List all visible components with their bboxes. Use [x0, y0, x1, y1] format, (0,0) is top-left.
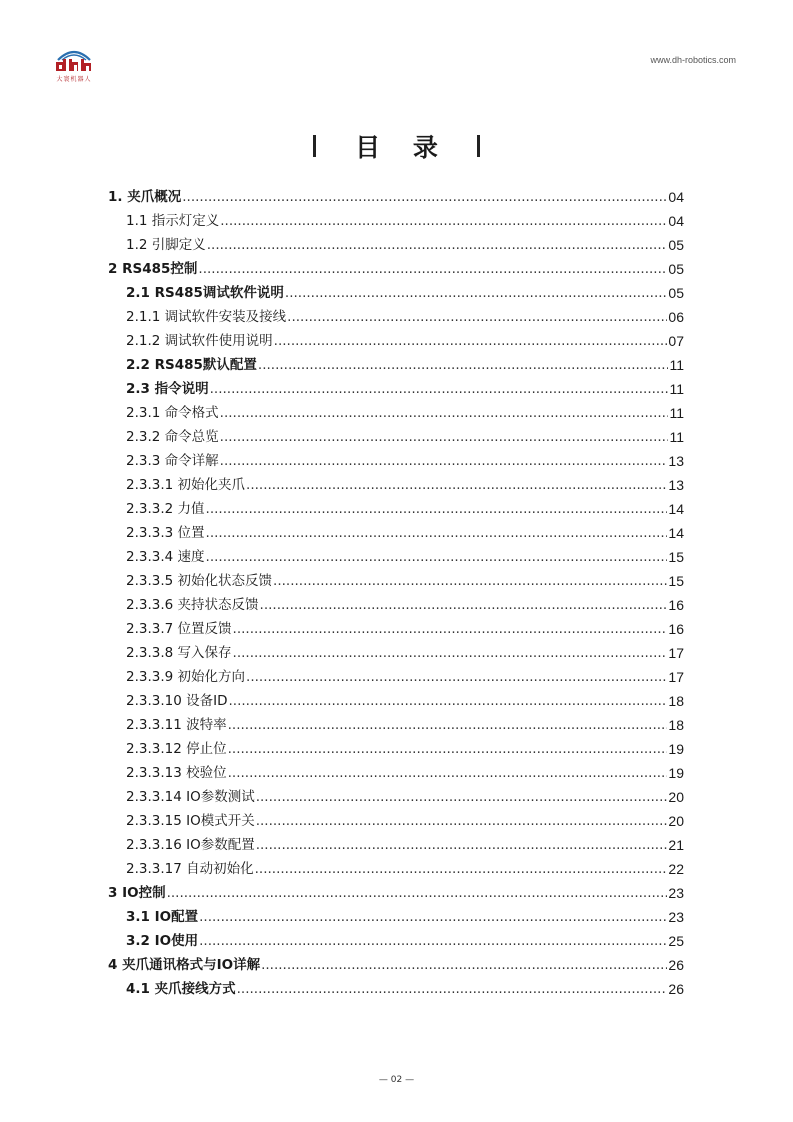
logo-caption: 大寰机器人	[56, 76, 92, 83]
toc-leader-dots	[285, 285, 668, 301]
toc-entry[interactable]	[108, 877, 684, 901]
toc-leader-dots	[207, 237, 668, 253]
toc-leader-dots	[256, 813, 668, 829]
toc-entry-page: 16	[668, 597, 684, 613]
toc-leader-dots	[220, 429, 669, 445]
toc-entry-label: 2.3.3.12 停止位	[126, 741, 227, 757]
toc-entry-page: 17	[668, 645, 684, 661]
toc-entry[interactable]	[108, 397, 684, 421]
toc-leader-dots	[233, 621, 668, 637]
toc-entry[interactable]	[108, 613, 684, 637]
toc-entry-label: 2.3.3.16 IO参数配置	[126, 837, 255, 853]
toc-leader-dots	[206, 525, 668, 541]
toc-entry[interactable]	[108, 517, 684, 541]
toc-leader-dots	[261, 957, 667, 973]
toc-entry-label: 2.3.3.10 设备ID	[126, 693, 228, 709]
toc-entry-page: 23	[668, 909, 684, 925]
toc-entry[interactable]	[108, 541, 684, 565]
toc-leader-dots	[260, 597, 668, 613]
toc-entry[interactable]	[108, 805, 684, 829]
toc-entry-page: 11	[669, 405, 684, 421]
toc-entry-page: 18	[668, 693, 684, 709]
title-text: 目 录	[355, 133, 450, 162]
toc-leader-dots	[206, 549, 668, 565]
toc-entry-label: 2.3.3.2 力值	[126, 501, 205, 517]
toc-entry-page: 13	[668, 453, 684, 469]
toc-leader-dots	[256, 837, 668, 853]
toc-entry-page: 11	[669, 429, 684, 445]
toc-entry[interactable]	[108, 709, 684, 733]
table-of-contents	[108, 181, 684, 997]
toc-entry-page: 15	[668, 549, 684, 565]
toc-leader-dots	[206, 501, 668, 517]
toc-leader-dots	[220, 405, 669, 421]
toc-entry-label: 4 夹爪通讯格式与IO详解	[108, 957, 261, 973]
toc-leader-dots	[256, 789, 668, 805]
toc-leader-dots	[228, 741, 668, 757]
toc-entry[interactable]	[108, 421, 684, 445]
toc-entry-label: 1. 夹爪概况	[108, 189, 182, 205]
toc-entry-page: 14	[668, 501, 684, 517]
toc-entry[interactable]	[108, 181, 684, 205]
toc-entry-label: 2.3.3.4 速度	[126, 549, 205, 565]
page-number: — 02 —	[378, 1075, 415, 1085]
toc-entry-page: 11	[669, 357, 684, 373]
toc-leader-dots	[287, 309, 667, 325]
toc-entry-label: 2.1.1 调试软件安装及接线	[126, 309, 287, 325]
toc-entry-page: 23	[668, 885, 684, 901]
toc-entry-label: 2.3 指令说明	[126, 381, 209, 397]
toc-entry-label: 2.3.3.11 波特率	[126, 717, 227, 733]
toc-entry-page: 26	[668, 981, 684, 997]
toc-leader-dots	[199, 909, 667, 925]
toc-leader-dots	[182, 189, 667, 205]
toc-leader-dots	[167, 885, 668, 901]
toc-entry-page: 04	[668, 213, 684, 229]
toc-entry-label: 1.1 指示灯定义	[126, 213, 220, 229]
toc-entry[interactable]	[108, 349, 684, 373]
toc-entry[interactable]	[108, 205, 684, 229]
toc-entry[interactable]	[108, 925, 684, 949]
toc-entry-label: 2.3.3.1 初始化夹爪	[126, 477, 246, 493]
toc-entry[interactable]	[108, 781, 684, 805]
toc-entry-page: 21	[668, 837, 684, 853]
title-right-bar	[477, 135, 480, 157]
toc-entry[interactable]	[108, 829, 684, 853]
toc-leader-dots	[274, 333, 668, 349]
toc-leader-dots	[198, 261, 667, 277]
toc-entry-label: 2.3.3 命令详解	[126, 453, 219, 469]
toc-entry-label: 2.1.2 调试软件使用说明	[126, 333, 273, 349]
toc-entry[interactable]	[108, 565, 684, 589]
toc-entry-label: 1.2 引脚定义	[126, 237, 206, 253]
toc-entry-page: 07	[668, 333, 684, 349]
toc-entry[interactable]	[108, 493, 684, 517]
toc-entry[interactable]	[108, 973, 684, 997]
toc-entry[interactable]	[108, 685, 684, 709]
toc-entry-label: 2.3.3.17 自动初始化	[126, 861, 254, 877]
toc-entry-label: 2.1 RS485调试软件说明	[126, 285, 284, 301]
toc-entry[interactable]	[108, 253, 684, 277]
toc-entry[interactable]	[108, 949, 684, 973]
toc-leader-dots	[255, 861, 668, 877]
toc-entry-page: 18	[668, 717, 684, 733]
title-left-bar	[313, 135, 316, 157]
toc-leader-dots	[233, 645, 668, 661]
toc-entry-label: 2.3.3.3 位置	[126, 525, 205, 541]
toc-entry-label: 4.1 夹爪接线方式	[126, 981, 236, 997]
toc-entry-page: 14	[668, 525, 684, 541]
toc-entry-page: 16	[668, 621, 684, 637]
toc-entry[interactable]	[108, 445, 684, 469]
toc-entry-page: 20	[668, 789, 684, 805]
toc-entry-label: 2.3.3.13 校验位	[126, 765, 227, 781]
toc-leader-dots	[220, 453, 668, 469]
toc-entry-page: 13	[668, 477, 684, 493]
toc-entry-page: 22	[668, 861, 684, 877]
toc-title	[0, 128, 793, 164]
toc-entry-label: 2.3.3.5 初始化状态反馈	[126, 573, 273, 589]
toc-leader-dots	[246, 669, 667, 685]
toc-entry-label: 2.3.3.14 IO参数测试	[126, 789, 255, 805]
toc-leader-dots	[228, 765, 668, 781]
toc-entry[interactable]	[108, 733, 684, 757]
toc-entry-page: 19	[668, 765, 684, 781]
toc-entry-page: 20	[668, 813, 684, 829]
toc-entry-page: 05	[668, 285, 684, 301]
toc-entry[interactable]	[108, 589, 684, 613]
toc-entry-label: 2.3.3.6 夹持状态反馈	[126, 597, 259, 613]
toc-entry-label: 2.3.3.7 位置反馈	[126, 621, 232, 637]
toc-entry-page: 04	[668, 189, 684, 205]
toc-entry-page: 06	[668, 309, 684, 325]
toc-entry-label: 2.3.3.9 初始化方向	[126, 669, 246, 685]
toc-entry-page: 19	[668, 741, 684, 757]
toc-entry[interactable]	[108, 661, 684, 685]
toc-entry[interactable]	[108, 229, 684, 253]
toc-entry-label: 2.3.2 命令总览	[126, 429, 219, 445]
toc-leader-dots	[258, 357, 669, 373]
toc-entry-page: 25	[668, 933, 684, 949]
toc-leader-dots	[229, 693, 668, 709]
site-url[interactable]: www.dh-robotics.com	[650, 55, 736, 65]
toc-leader-dots	[246, 477, 667, 493]
toc-entry-page: 05	[668, 237, 684, 253]
toc-entry-page: 26	[668, 957, 684, 973]
toc-entry[interactable]	[108, 277, 684, 301]
toc-entry-label: 2.3.3.15 IO模式开关	[126, 813, 255, 829]
toc-entry-page: 17	[668, 669, 684, 685]
toc-entry[interactable]	[108, 325, 684, 349]
toc-entry-label: 2.3.1 命令格式	[126, 405, 219, 421]
toc-entry[interactable]	[108, 637, 684, 661]
toc-entry-label: 3.2 IO使用	[126, 933, 199, 949]
toc-leader-dots	[199, 933, 667, 949]
toc-entry[interactable]	[108, 301, 684, 325]
toc-entry-page: 15	[668, 573, 684, 589]
toc-leader-dots	[237, 981, 668, 997]
toc-leader-dots	[220, 213, 667, 229]
toc-entry-page: 11	[669, 381, 684, 397]
toc-entry-label: 3.1 IO配置	[126, 909, 199, 925]
toc-entry-label: 2 RS485控制	[108, 261, 198, 277]
toc-leader-dots	[210, 381, 669, 397]
toc-entry-page: 05	[668, 261, 684, 277]
toc-entry[interactable]	[108, 373, 684, 397]
toc-entry-label: 2.3.3.8 写入保存	[126, 645, 232, 661]
toc-entry[interactable]	[108, 853, 684, 877]
toc-entry-label: 2.2 RS485默认配置	[126, 357, 257, 373]
toc-entry[interactable]	[108, 757, 684, 781]
toc-leader-dots	[273, 573, 667, 589]
toc-entry[interactable]	[108, 901, 684, 925]
toc-entry-label: 3 IO控制	[108, 885, 166, 901]
toc-leader-dots	[228, 717, 668, 733]
toc-entry[interactable]	[108, 469, 684, 493]
